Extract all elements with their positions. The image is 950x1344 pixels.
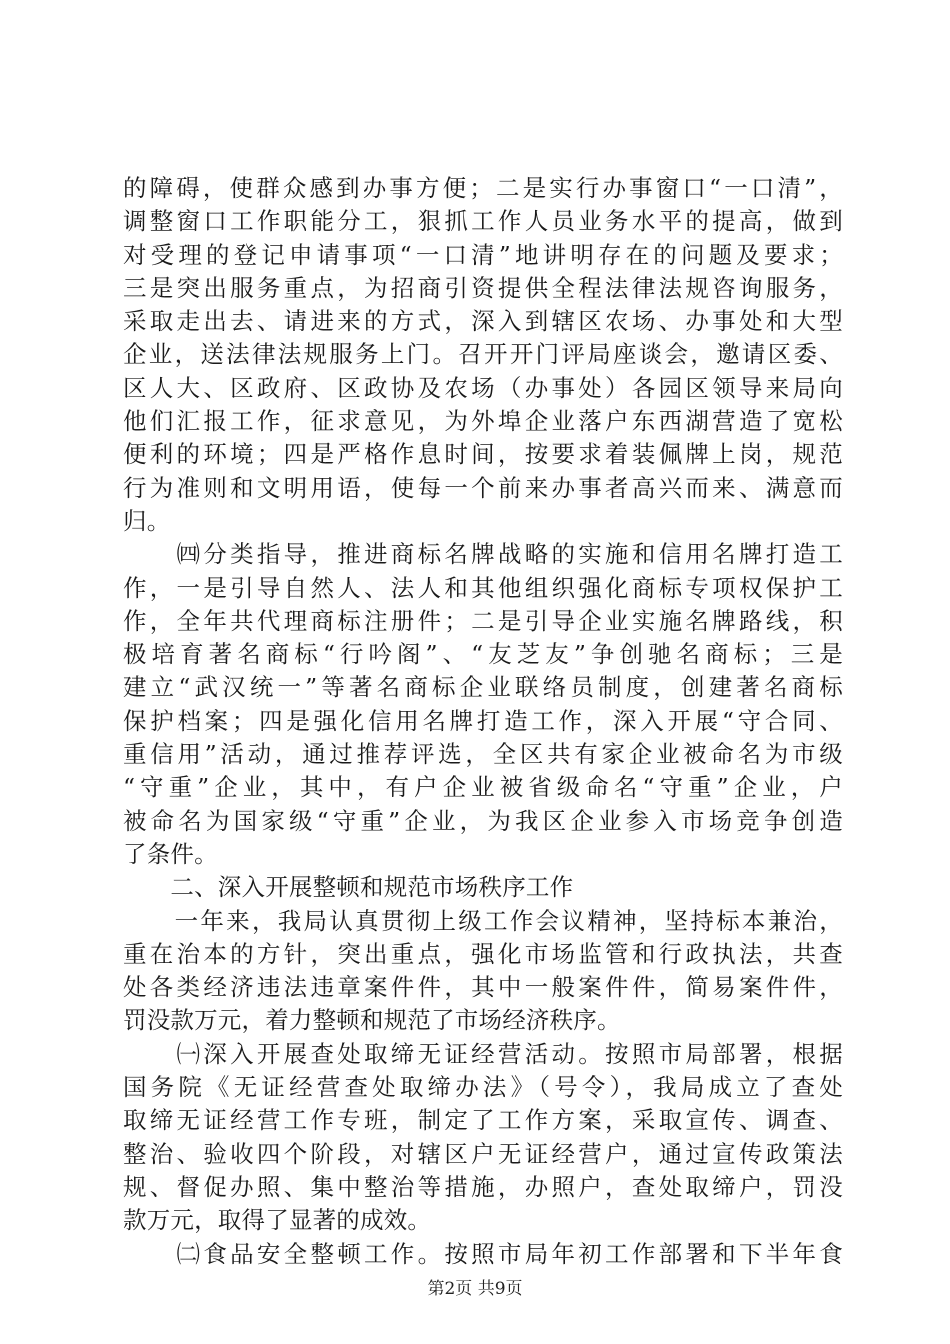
text-line: 行为准则和文明用语，使每一个前来办事者高兴而来、满意而 bbox=[123, 473, 843, 502]
text-line: 对受理的登记申请事项“一口清”地讲明存在的问题及要求； bbox=[123, 240, 843, 269]
text-line: 作，全年共代理商标注册件；二是引导企业实施名牌路线，积 bbox=[123, 606, 843, 635]
text-line: 建立“武汉统一”等著名商标企业联络员制度，创建著名商标 bbox=[123, 673, 843, 702]
text-line: 调整窗口工作职能分工，狠抓工作人员业务水平的提高，做到 bbox=[123, 207, 843, 236]
text-line: 保护档案；四是强化信用名牌打造工作，深入开展“守合同、 bbox=[123, 706, 843, 735]
text-line: 三是突出服务重点，为招商引资提供全程法律法规咨询服务， bbox=[123, 273, 843, 302]
text-line: 区人大、区政府、区政协及农场（办事处）各园区领导来局向 bbox=[123, 373, 843, 402]
text-line: 便利的环境；四是严格作息时间，按要求着装佩牌上岗，规范 bbox=[123, 440, 843, 469]
text-line: 一年来，我局认真贯彻上级工作会议精神，坚持标本兼治， bbox=[123, 906, 843, 935]
text-line: “守重”企业，其中，有户企业被省级命名“守重”企业，户 bbox=[123, 773, 843, 802]
text-line: ㈠深入开展查处取缔无证经营活动。按照市局部署，根据 bbox=[123, 1039, 843, 1068]
text-line: 款万元，取得了显著的成效。 bbox=[123, 1206, 432, 1235]
text-line: 作，一是引导自然人、法人和其他组织强化商标专项权保护工 bbox=[123, 573, 843, 602]
text-line: 采取走出去、请进来的方式，深入到辖区农场、办事处和大型 bbox=[123, 307, 843, 336]
text-line: 取缔无证经营工作专班，制定了工作方案，采取宣传、调查、 bbox=[123, 1106, 843, 1135]
text-line: 国务院《无证经营查处取缔办法》（号令），我局成立了查处 bbox=[123, 1073, 843, 1102]
body-text bbox=[123, 172, 843, 1271]
text-line: 规、督促办照、集中整治等措施，办照户，查处取缔户，罚没 bbox=[123, 1172, 843, 1201]
text-line: 重信用”活动，通过推荐评选，全区共有家企业被命名为市级 bbox=[123, 740, 843, 769]
text-line: 企业，送法律法规服务上门。召开开门评局座谈会，邀请区委、 bbox=[123, 340, 843, 369]
text-line: 的障碍，使群众感到办事方便；二是实行办事窗口“一口清”， bbox=[123, 174, 843, 202]
text-line: 他们汇报工作，征求意见，为外埠企业落户东西湖营造了宽松 bbox=[123, 407, 843, 436]
text-line: ㈣分类指导，推进商标名牌战略的实施和信用名牌打造工 bbox=[123, 540, 843, 569]
text-line: 罚没款万元，着力整顿和规范了市场经济秩序。 bbox=[123, 1006, 621, 1035]
text-line: 归。 bbox=[123, 506, 171, 535]
text-line: 处各类经济违法违章案件件，其中一般案件件，简易案件件， bbox=[123, 973, 843, 1002]
text-line: 极培育著名商标“行吟阁”、“友芝友”争创驰名商标；三是 bbox=[123, 640, 843, 669]
text-line: 整治、验收四个阶段，对辖区户无证经营户，通过宣传政策法 bbox=[123, 1139, 843, 1168]
text-line: 了条件。 bbox=[123, 839, 218, 868]
page-number-label: 第2页 共9页 bbox=[427, 1279, 523, 1299]
section-heading: 二、深入开展整顿和规范市场秩序工作 bbox=[123, 873, 574, 902]
page-footer bbox=[0, 1274, 950, 1299]
text-line: 重在治本的方针，突出重点，强化市场监管和行政执法，共查 bbox=[123, 939, 843, 968]
text-line: 被命名为国家级“守重”企业，为我区企业参入市场竞争创造 bbox=[123, 806, 843, 835]
text-line: ㈡食品安全整顿工作。按照市局年初工作部署和下半年食 bbox=[123, 1239, 843, 1268]
